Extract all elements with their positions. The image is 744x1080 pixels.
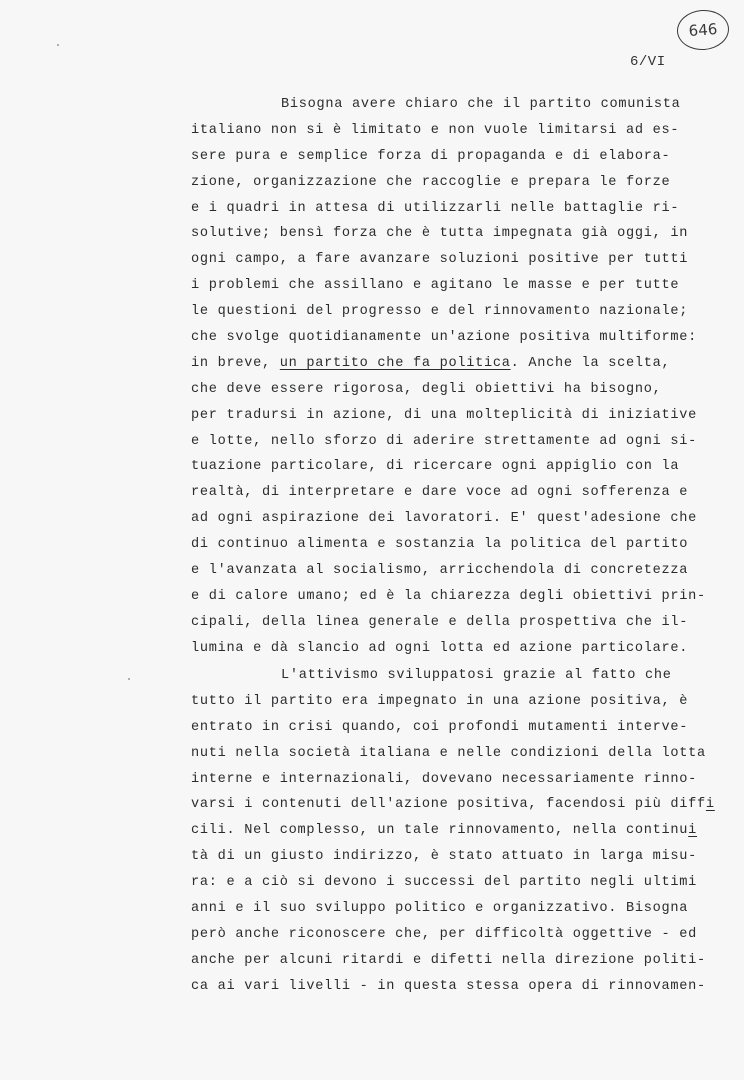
text-line: sere pura e semplice forza di propaganda e di elabora-	[191, 148, 671, 164]
text-line: e lotte, nello sforzo di aderire strettamente ad ogni si-	[191, 433, 698, 449]
text-line: ogni campo, a fare avanzare soluzioni positive per tutti	[191, 252, 689, 268]
underlined-letter: i	[705, 797, 715, 813]
text-segment: . Anche la scelta,	[510, 355, 671, 371]
text-line: tutto il partito era impegnato in una azione positiva, è	[191, 693, 689, 709]
text-line: i problemi che assillano e agitano le masse e per tutte	[191, 278, 680, 294]
text-segment: cili. Nel complesso, un tale rinnovamento, nella continu	[191, 823, 689, 839]
underlined-letter: i	[688, 823, 698, 839]
paragraph-2	[191, 663, 715, 1000]
text-line	[191, 792, 715, 818]
paper-speck	[57, 44, 59, 46]
text-line: cipali, della linea generale e della prospettiva che il-	[191, 614, 689, 630]
text-line: italiano non si è limitato e non vuole limitarsi ad es-	[191, 122, 680, 138]
text-line	[191, 818, 711, 844]
text-line: che deve essere rigorosa, degli obiettivi ha bisogno,	[191, 381, 662, 397]
archive-stamp-number: 646	[688, 20, 718, 40]
text-line: tuazione particolare, di ricercare ogni appiglio con la	[191, 459, 680, 475]
text-line: per tradursi in azione, di una molteplicità di iniziative	[191, 407, 698, 423]
text-line: L'attivismo sviluppatosi grazie al fatto che	[281, 668, 672, 683]
text-line: ra: e a ciò si devono i successi del partito negli ultimi	[191, 875, 698, 891]
underlined-phrase: un partito che fa politica	[279, 355, 511, 371]
text-line: le questioni del progresso e del rinnovamento nazionale;	[191, 304, 689, 320]
text-segment: varsi i contenuti dell'azione positiva, facendosi più diff	[191, 797, 706, 813]
text-line: solutive; bensì forza che è tutta impegnata già oggi, in	[191, 226, 689, 242]
text-line: però anche riconoscere che, per difficoltà oggettive - ed	[191, 926, 698, 942]
text-line: che svolge quotidianamente un'azione positiva multiforme:	[191, 330, 698, 346]
text-line: entrato in crisi quando, coi profondi mutamenti interve-	[191, 719, 689, 735]
text-segment: in breve,	[191, 355, 280, 371]
text-line: e l'avanzata al socialismo, arricchendola di concretezza	[191, 563, 689, 579]
text-line: di continuo alimenta e sostanzia la politica del partito	[191, 537, 689, 553]
text-line: tà di un giusto indirizzo, è stato attuato in larga misu-	[191, 849, 698, 865]
page-number: 6/VI	[630, 54, 666, 70]
text-line: e i quadri in attesa di utilizzarli nelle battaglie ri-	[191, 200, 680, 216]
text-line: ad ogni aspirazione dei lavoratori. E' quest'adesione che	[191, 511, 698, 527]
text-line: Bisogna avere chiaro che il partito comunista	[281, 97, 681, 112]
text-line: anni e il suo sviluppo politico e organizzativo. Bisogna	[191, 901, 689, 917]
text-line: nuti nella società italiana e nelle condizioni della lotta	[191, 745, 706, 761]
text-line: zione, organizzazione che raccoglie e prepara le forze	[191, 174, 671, 190]
text-line	[191, 351, 711, 377]
paragraph-1	[191, 92, 711, 662]
text-line: anche per alcuni ritardi e difetti nella direzione politi-	[191, 952, 706, 968]
text-line: realtà, di interpretare e dare voce ad ogni sofferenza e	[191, 485, 689, 501]
text-line: ca ai vari livelli - in questa stessa opera di rinnovamen-	[191, 978, 706, 994]
paper-speck	[128, 678, 130, 680]
text-line: lumina e dà slancio ad ogni lotta ed azione particolare.	[191, 640, 689, 656]
text-line: interne e internazionali, dovevano necessariamente rinno-	[191, 771, 698, 787]
text-line: e di calore umano; ed è la chiarezza degli obiettivi prin-	[191, 588, 706, 604]
archive-stamp	[676, 8, 731, 52]
